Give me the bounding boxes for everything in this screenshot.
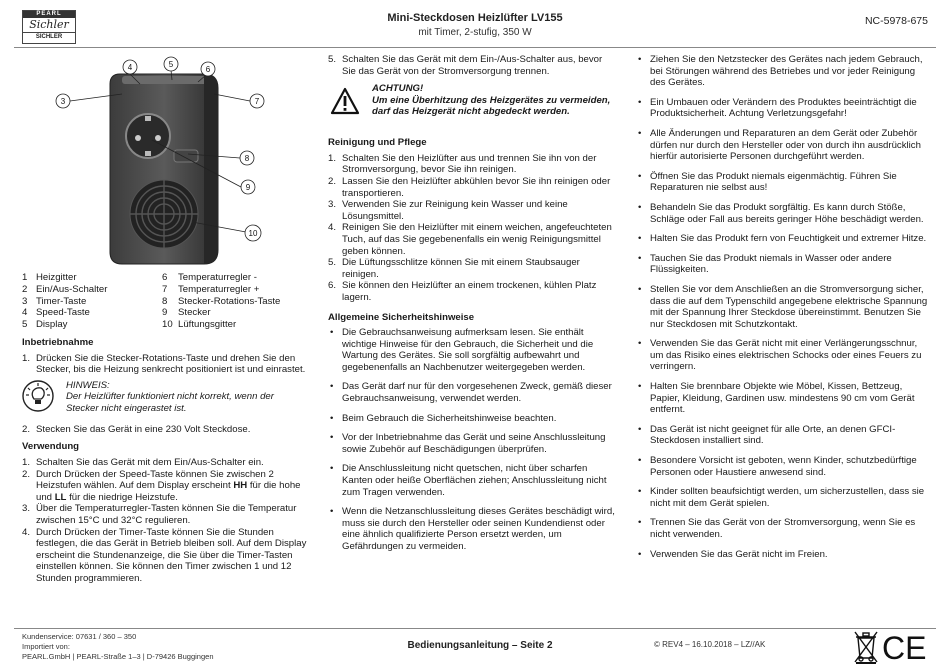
- list-item: 4. Durch Drücken der Timer-Taste können Sie die Stunden festlegen, die das Gerät in Betrieb bleiben soll. Auf dem Display erscheint die Stundenanzeige, die Sie über die Timer-Tasten einstellen können. Sie können den Timer zwischen 1 und 12 Stunden programmieren.: [22, 526, 307, 584]
- footer-divider: [14, 628, 936, 629]
- usage-step-5: Schalten Sie das Gerät mit dem Ein-/Aus-Schalter aus, bevor Sie das Gerät von der Stromversorgung trennen.: [342, 54, 603, 77]
- legend-label: Speed-Taste: [36, 307, 90, 319]
- legend-num: 2: [22, 283, 28, 295]
- list-item: 6. Sie können den Heizlüfter an einem trockenen, kühlen Platz lagern.: [328, 280, 597, 303]
- list-item: • Halten Sie das Produkt fern von Feuchtigkeit und extremer Hitze.: [636, 233, 928, 245]
- list-item: • Die Gebrauchsanweisung aufmerksam lesen. Sie enthält wichtige Hinweise für den Gebrauch, die Sicherheit und die Wartung des Gerätes. Sie soll sorgfältig aufbewahrt und gegebenenfalls an Nachbenutzer weitergegeben werden.: [328, 327, 618, 373]
- warning-triangle-icon: [330, 87, 360, 115]
- legend-label: Stecker-Rotations-Taste: [178, 295, 281, 307]
- warning-box: [328, 83, 618, 131]
- cleaning-step: Schalten Sie den Heizlüfter aus und trennen Sie ihn von der Stromversorgung, bevor Sie ihn reinigen.: [342, 152, 597, 176]
- hint-text: Der Heizlüfter funktioniert nicht korrekt, wenn der Stecker nicht eingerastet ist.: [66, 391, 274, 414]
- list-item: • Halten Sie brennbare Objekte wie Möbel, Kissen, Bettzeug, Papier, Kleidung, Gardinen usw. mindestens 90 cm vom Gerät entfernt.: [636, 381, 928, 416]
- callout-8: 8: [244, 154, 250, 163]
- list-item: 3. Über die Temperaturregler-Tasten können Sie die Temperatur zwischen 15°C und 32°C regulieren.: [22, 503, 297, 526]
- list-item: 4. Reinigen Sie den Heizlüfter mit einem weichen, angefeuchteten Tuch, auf das Sie gegebenenfalls ein wenig Reinigungsmittel geben können.: [328, 222, 612, 257]
- lightbulb-icon: [22, 380, 54, 412]
- legend-num: 8: [162, 295, 168, 307]
- list-item: • Kinder sollten beaufsichtigt werden, um sicherzustellen, dass sie nicht mit dem Gerät spielen.: [636, 486, 928, 509]
- revision-info: © REV4 – 16.10.2018 – LZ//AK: [654, 640, 766, 649]
- list-item: • Wenn die Netzanschlussleitung dieses Gerätes beschädigt wird, muss sie durch den Hersteller oder seinen Kundendienst oder eine ähnlich qualifizierte Person ersetzt werden, um Gefährdungen zu vermeiden.: [328, 506, 618, 552]
- hint-title: HINWEIS:: [66, 379, 110, 391]
- product-diagram: [22, 54, 308, 270]
- legend-label: Temperaturregler +: [178, 283, 260, 295]
- legend-num: 9: [162, 307, 168, 319]
- legend-num: 4: [22, 307, 28, 319]
- page-number: Bedienungsanleitung – Seite 2: [407, 640, 553, 651]
- callout-4: 4: [127, 63, 133, 72]
- legend-label: Display: [36, 319, 68, 331]
- legend-label: Timer-Taste: [36, 295, 87, 307]
- header-divider: [14, 47, 936, 48]
- logo-top-text: PEARL: [23, 11, 75, 18]
- legend-num: 10: [162, 319, 173, 331]
- document-title: Mini-Steckdosen Heizlüfter LV155: [387, 12, 563, 24]
- ce-mark-icon: CE: [882, 630, 927, 664]
- item-number: NC-5978-675: [864, 15, 928, 27]
- list-item: • Die Anschlussleitung nicht quetschen, nicht über scharfen Kanten oder heiße Oberflächen ziehen; Anschlussleitung nicht zum Tragen verwenden.: [328, 463, 618, 498]
- usage-steps: [22, 457, 308, 585]
- footer-contact: [22, 632, 214, 662]
- legend-label: Stecker: [178, 307, 211, 319]
- cleaning-step: Die Lüftungsschlitze können Sie mit einem Staubsauger reinigen.: [342, 257, 580, 280]
- usage-step-2b: für die hohe und: [36, 480, 301, 503]
- usage-step-2c: für die niedrige Heizstufe.: [66, 491, 178, 503]
- list-item: 5. Die Lüftungsschlitze können Sie mit einem Staubsauger reinigen.: [328, 257, 580, 280]
- customer-service: Kundenservice: 07631 / 360 – 350: [22, 632, 137, 641]
- usage-steps-continued: [328, 54, 618, 77]
- importer-label: Importiert von:: [22, 642, 70, 651]
- setup-step-1: Drücken Sie die Stecker-Rotations-Taste und drehen Sie den Stecker, bis die Heizung senkrecht positioniert ist und einrastet.: [36, 352, 306, 376]
- list-item: • Besondere Vorsicht ist geboten, wenn Kinder, schutzbedürftige Personen oder Haustiere anwesend sind.: [636, 455, 928, 478]
- list-item: 2. Stecken Sie das Gerät in eine 230 Volt Steckdose.: [22, 423, 251, 435]
- usage-step-2a: Durch Drücken der Speed-Taste können Sie zwischen 2 Heizstufen wählen. Auf dem Display erscheint: [36, 468, 274, 492]
- list-item: • Verwenden Sie das Gerät nicht im Freien.: [636, 549, 928, 561]
- list-item: 3. Verwenden Sie zur Reinigung kein Wasser und keine Lösungsmittel.: [328, 199, 568, 222]
- callout-7: 7: [254, 97, 260, 106]
- logo-bottom-text: SICHLER: [23, 32, 75, 41]
- usage-step-4: Durch Drücken der Timer-Taste können Sie die Stunden festlegen, die das Gerät in Betrieb bleiben soll. Auf dem Display erscheint die Stundenanzeige, die Sie über die Timer-Tasten einstellen können. Sie können den Timer zwischen 1 und 12 Stunden programmieren.: [36, 526, 307, 584]
- callout-6: 6: [205, 65, 211, 74]
- callout-5: 5: [168, 60, 174, 69]
- usage-step-3: Über die Temperaturregler-Tasten können Sie die Temperatur zwischen 15°C und 32°C regulieren.: [36, 503, 297, 526]
- cleaning-step: Verwenden Sie zur Reinigung kein Wasser und keine Lösungsmittel.: [342, 199, 568, 222]
- label-ll: LL: [54, 491, 67, 503]
- legend-num: 3: [22, 295, 28, 307]
- weee-bin-icon: [855, 632, 877, 664]
- list-item: • Verwenden Sie das Gerät nicht mit einer Verlängerungsschnur, um das Risiko eines elektrischen Schocks oder eines Feuers zu verringern.: [636, 338, 928, 373]
- list-item: 1. Drücken Sie die Stecker-Rotations-Taste und drehen Sie den Stecker, bis die Heizung senkrecht positioniert ist und einrastet.: [22, 352, 306, 376]
- safety-list-right: [636, 54, 928, 560]
- importer-address: PEARL.GmbH | PEARL-Straße 1–3 | D-79426 Buggingen: [22, 652, 214, 661]
- list-item: • Alle Änderungen und Reparaturen an dem Gerät oder Zubehör dürfen nur durch den Hersteller oder von durch ihn ausdrücklich hierfür autorisierte Personen durchgeführt werden.: [636, 128, 928, 163]
- cleaning-step: Reinigen Sie den Heizlüfter mit einem weichen, angefeuchteten Tuch, auf das Sie gegebenenfalls ein wenig Reinigungsmittel geben können.: [342, 222, 612, 257]
- list-item: • Das Gerät darf nur für den vorgesehenen Zweck, gemäß dieser Gebrauchsanweisung, verwendet werden.: [328, 381, 618, 404]
- column-middle: [328, 54, 618, 561]
- safety-list-middle: [328, 327, 618, 553]
- list-item: • Das Gerät ist nicht geeignet für alle Orte, an denen GFCI-Steckdosen installiert sind.: [636, 424, 928, 447]
- list-item: • Tauchen Sie das Produkt niemals in Wasser oder andere Flüssigkeiten.: [636, 253, 928, 276]
- list-item: 2. Lassen Sie den Heizlüfter abkühlen bevor Sie ihn reinigen oder transportieren.: [328, 175, 611, 199]
- hint-box: [22, 380, 308, 418]
- setup-steps-continued: [22, 424, 308, 436]
- list-item: • Ein Umbauen oder Verändern des Produktes beeinträchtigt die Produktsicherheit. Achtung Verletzungsgefahr!: [636, 97, 928, 120]
- legend-label: Ein/Aus-Schalter: [36, 283, 108, 295]
- certification-marks: [852, 628, 934, 664]
- cleaning-step: Lassen Sie den Heizlüfter abkühlen bevor Sie ihn reinigen oder transportieren.: [342, 175, 611, 199]
- legend-num: 1: [22, 272, 28, 283]
- column-right: [636, 54, 928, 568]
- cleaning-steps: [328, 153, 618, 304]
- section-heading-reinigung: Reinigung und Pflege: [328, 137, 427, 149]
- callout-3: 3: [60, 97, 66, 106]
- list-item: 5. Schalten Sie das Gerät mit dem Ein-/Aus-Schalter aus, bevor Sie das Gerät von der Stromversorgung trennen.: [328, 54, 603, 77]
- document-subtitle: mit Timer, 2-stufig, 350 W: [418, 27, 532, 38]
- list-item: • Ziehen Sie den Netzstecker des Gerätes nach jedem Gebrauch, bei Störungen während des Betriebes und vor jeder Reinigung des Gerätes.: [636, 54, 928, 89]
- legend-label: Lüftungsgitter: [178, 319, 237, 331]
- legend-num: 5: [22, 319, 28, 331]
- page-header: [0, 0, 950, 50]
- warning-title: ACHTUNG!: [372, 83, 424, 95]
- heater-illustration: [22, 54, 308, 270]
- list-item: 2. Durch Drücken der Speed-Taste können Sie zwischen 2 Heizstufen wählen. Auf dem Display erscheint HH für die hohe und LL für die niedrige Heizstufe.: [22, 468, 301, 503]
- logo-script-text: Sichler: [29, 18, 69, 31]
- legend-num: 7: [162, 283, 168, 295]
- list-item: • Beim Gebrauch die Sicherheitshinweise beachten.: [328, 413, 618, 425]
- section-heading-inbetriebnahme: Inbetriebnahme: [22, 336, 94, 348]
- section-heading-sicherheit: Allgemeine Sicherheitshinweise: [328, 311, 475, 323]
- legend-label: Heizgitter: [36, 272, 77, 283]
- list-item: 1. Schalten Sie den Heizlüfter aus und trennen Sie ihn von der Stromversorgung, bevor Sie ihn reinigen.: [328, 152, 597, 176]
- list-item: • Trennen Sie das Gerät von der Stromversorgung, wenn Sie es nicht verwenden.: [636, 517, 928, 540]
- list-item: 1. Schalten Sie das Gerät mit dem Ein/Aus-Schalter ein.: [22, 456, 264, 468]
- callout-10: 10: [248, 229, 258, 238]
- setup-steps: [22, 353, 308, 376]
- parts-legend: [22, 272, 308, 331]
- warning-text: Um eine Überhitzung des Heizgerätes zu vermeiden, darf das Heizgerät nicht abgedeckt werden.: [372, 94, 611, 118]
- list-item: • Öffnen Sie das Produkt niemals eigenmächtig. Führen Sie Reparaturen nie selbst aus!: [636, 171, 928, 194]
- legend-label: Temperaturregler -: [178, 272, 257, 283]
- column-left: [22, 54, 308, 584]
- callout-9: 9: [245, 183, 251, 192]
- list-item: • Behandeln Sie das Produkt sorgfältig. Es kann durch Stöße, Schläge oder Fall aus bereits geringer Höhe beschädigt werden.: [636, 202, 928, 225]
- usage-step-1: Schalten Sie das Gerät mit dem Ein/Aus-Schalter ein.: [36, 456, 264, 468]
- list-item: • Vor der Inbetriebnahme das Gerät und seine Anschlussleitung sowie Zubehör auf Beschädigungen überprüfen.: [328, 432, 618, 455]
- cleaning-step: Sie können den Heizlüfter an einem trockenen, kühlen Platz lagern.: [342, 280, 597, 303]
- list-item: • Stellen Sie vor dem Anschließen an die Stromversorgung sicher, dass die auf dem Typenschild angegebene elektrische Spannung mit der Spannung Ihrer Steckdose übereinstimmt. Benutzen Sie nur Steckdosen mit Schutzkontakt.: [636, 284, 928, 330]
- section-heading-verwendung: Verwendung: [22, 441, 80, 453]
- label-hh: HH: [233, 480, 248, 492]
- setup-step-2: Stecken Sie das Gerät in eine 230 Volt Steckdose.: [36, 423, 251, 435]
- legend-num: 6: [162, 272, 168, 283]
